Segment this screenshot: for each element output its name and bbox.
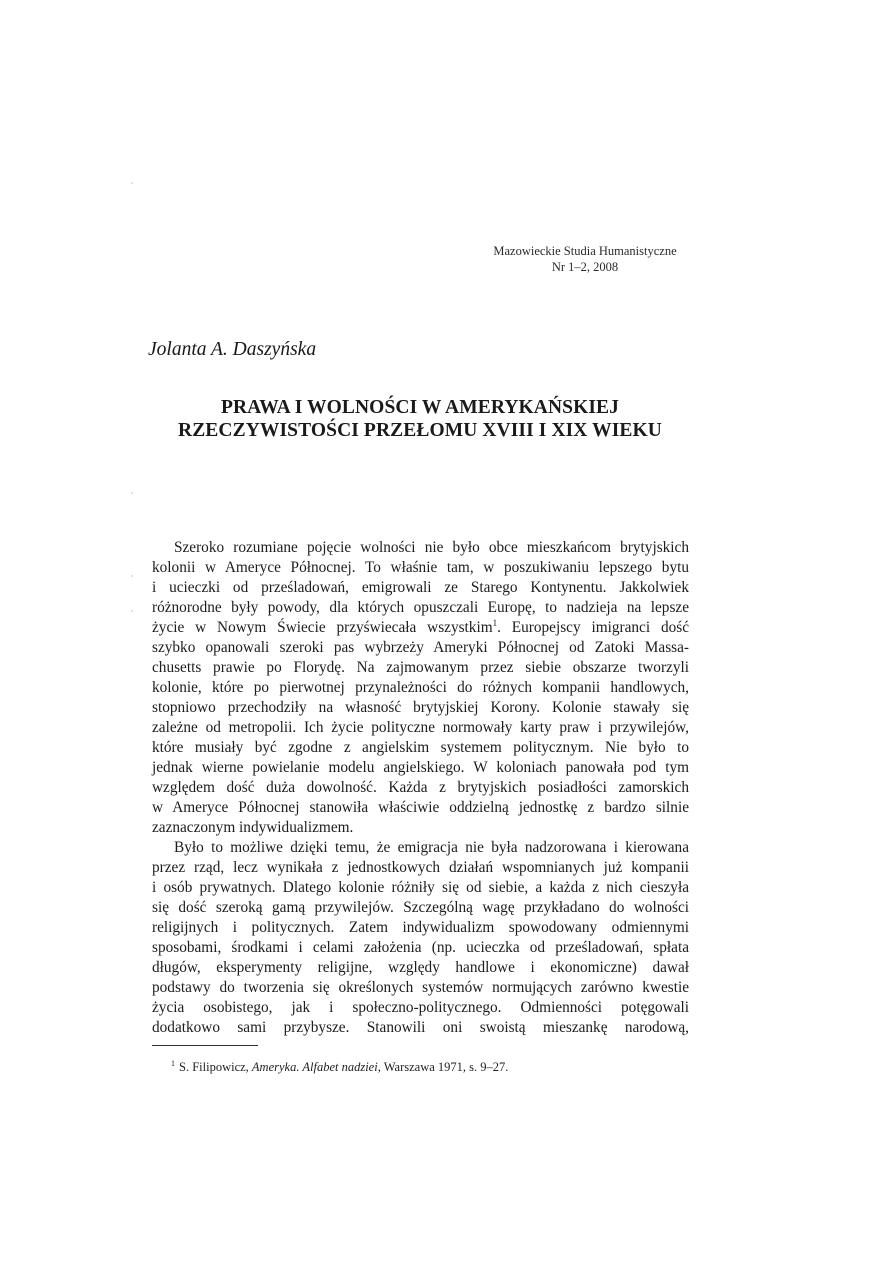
body-line-with-footnote [152,618,689,638]
footnote [171,1056,508,1075]
journal-issue: Nr 1–2, 2008 [551,260,619,274]
body-line: kolonii w Ameryce Północnej. To właśnie tam, w poszukiwaniu lepszego bytu [152,559,689,576]
body-line-part: . Europejscy imigranci dość [497,619,689,636]
body-line: Było to możliwe dzięki temu, że emigracja nie była nadzorowana i kierowana [174,839,689,856]
footnote-reference[interactable]: 1 [492,618,498,628]
body-line: długów, eksperymenty religijne, względy handlowe i ekonomiczne) dawał [152,959,689,976]
body-line: religijnych i politycznych. Zatem indywidualizm spowodowany odmiennymi [152,919,689,936]
body-line: szybko opanowali szeroki pas wybrzeży Ameryki Północnej od Zatoki Massa- [152,639,689,656]
scan-speck [131,610,133,612]
body-line: które musiały być zgodne z angielskim systemem politycznym. Nie było to [152,739,689,756]
journal-name: Mazowieckie Studia Humanistyczne [493,244,677,258]
body-line: jednak wierne powielanie modelu angielskiego. W koloniach panowała pod tym [152,759,689,776]
title-line-1: PRAWA I WOLNOŚCI W AMERYKAŃSKIEJ [220,397,620,418]
body-line: zaznaczonym indywidualizmem. [152,819,354,836]
body-line: sposobami, środkami i celami założenia (np. ucieczka od prześladowań, spłata [152,939,689,956]
footnote-work-title: Ameryka. Alfabet nadziei [251,1060,378,1074]
body-line: chusetts prawie po Florydę. Na zajmowanym przez siebie obszarze tworzyli [152,659,689,676]
scan-speck [131,492,133,494]
footnote-details: , Warszawa 1971, s. 9–27. [377,1060,509,1074]
body-line: względem dość duża dowolność. Każda z brytyjskich posiadłości zamorskich [152,779,689,796]
author-name: Jolanta A. Daszyńska [148,339,317,360]
body-line: stopniowo przechodziły na własność brytyjskiej Korony. Kolonie stawały się [152,699,689,716]
footnote-number: 1 [171,1059,175,1068]
body-line: życia osobistego, jak i społeczno-politycznego. Odmienności potęgowali [152,999,689,1016]
body-line: zależne od metropolii. Ich życie polityczne normowały karty praw i przywilejów, [152,719,689,736]
footnote-author: S. Filipowicz, [179,1060,249,1074]
body-line: w Ameryce Północnej stanowiła właściwie oddzielną jednostkę z bardzo silnie [152,799,689,816]
body-line-part: życie w Nowym Świecie przyświecała wszystkim [152,619,493,636]
scan-speck [131,575,133,577]
article-body [152,538,689,1038]
article-title [120,396,720,442]
body-line: kolonie, które po pierwotnej przynależności do różnych kompanii handlowych, [152,679,689,696]
body-line: podstawy do tworzenia się określonych systemów normujących zarówno kwestie [152,979,689,996]
body-line: się dość szeroką gamą przywilejów. Szczególną wagę przykładano do wolności [152,899,689,916]
body-line: Szeroko rozumiane pojęcie wolności nie było obce mieszkańcom brytyjskich [174,539,689,556]
body-line: różnorodne były powody, dla których opuszczali Europę, to nadzieja na lepsze [152,599,689,616]
body-line: i osób prywatnych. Dlatego kolonie różniły się od siebie, a każda z nich cieszyła [152,879,689,896]
journal-header [470,243,700,275]
body-line: dodatkowo sami przybysze. Stanowili oni swoistą mieszankę narodową, [152,1019,689,1036]
title-line-2: RZECZYWISTOŚCI PRZEŁOMU XVIII I XIX WIEKU [178,420,662,441]
body-line: i ucieczki od prześladowań, emigrowali ze Starego Kontynentu. Jakkolwiek [152,579,689,596]
footnote-separator [152,1045,258,1046]
body-line: przez rząd, lecz wynikała z jednostkowych działań wspomnianych już kompanii [152,859,689,876]
scan-speck [131,182,133,184]
